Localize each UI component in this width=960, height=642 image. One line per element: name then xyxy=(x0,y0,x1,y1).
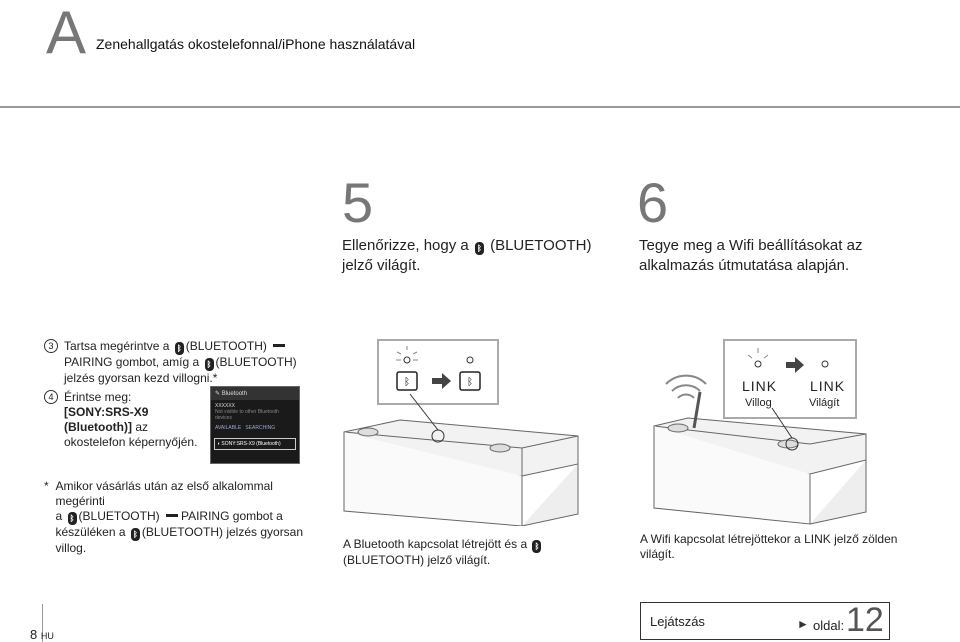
step-6-line2: alkalmazás útmutatása alapján. xyxy=(639,257,850,274)
link-state-2: Világít xyxy=(809,397,840,409)
substep-3-line2b: (BLUETOOTH) xyxy=(215,355,297,369)
phone-header xyxy=(211,387,299,400)
substep-3 xyxy=(44,339,304,386)
phone-section-1: AVAILABLE xyxy=(215,425,242,431)
bt-indicator-illustration xyxy=(340,336,580,526)
phone-sections xyxy=(211,424,299,432)
bluetooth-icon: ᛒ xyxy=(175,342,184,355)
step-6-number: 6 xyxy=(637,171,669,234)
footnote-line3b: (BLUETOOTH) jelzés gyorsan xyxy=(141,525,304,539)
substep-3-line1a: Tartsa megérintve a xyxy=(64,339,170,353)
link-led-on xyxy=(822,361,828,367)
link-label-1: LINK xyxy=(742,378,778,394)
caption-wifi-line1: A Wifi kapcsolat létrejöttekor a LINK jelző zölden xyxy=(640,532,898,546)
phone-section-2: SEARCHING xyxy=(245,425,276,431)
page-number-value: 8 xyxy=(30,627,38,642)
footnote-line2b: (BLUETOOTH) xyxy=(78,509,160,523)
link-state-1: Villog xyxy=(745,397,772,409)
substep-4-number: 4 xyxy=(44,390,58,404)
headphones-icon: ◖ xyxy=(217,441,221,447)
step-5-text-line2: jelző világít. xyxy=(342,257,421,274)
step-5-text-bt: (BLUETOOTH) xyxy=(490,237,592,254)
section-letter: A xyxy=(46,0,87,66)
footnote-line3a: készüléken a xyxy=(55,525,126,539)
step-5-text-prefix: Ellenőrizze, hogy a xyxy=(342,237,469,254)
footnote-line4: villog. xyxy=(55,541,87,555)
step-5-text xyxy=(342,236,612,276)
phone-row-1 xyxy=(211,400,299,424)
substep-4-line3b: az xyxy=(135,420,149,434)
substep-4-line1: Érintse meg: xyxy=(64,390,132,404)
link-label-2: LINK xyxy=(810,378,846,394)
link-indicator-illustration xyxy=(648,336,868,526)
substep-3-number: 3 xyxy=(44,339,58,353)
bluetooth-icon: ᛒ xyxy=(475,242,484,255)
bluetooth-icon: ᛒ xyxy=(532,540,541,553)
caption-bt-line1: A Bluetooth kapcsolat létrejött és a xyxy=(343,537,528,551)
caption-bt-line2: (BLUETOOTH) jelző világít. xyxy=(343,553,491,567)
footnote-line2a: a xyxy=(55,509,63,523)
bluetooth-icon: ᛒ xyxy=(131,528,140,541)
header-rule xyxy=(0,106,960,108)
step-6-line1: Tegye meg a Wifi beállításokat az xyxy=(639,237,863,254)
wrench-icon: ✎ xyxy=(215,391,221,397)
crossref-page-label: oldal: xyxy=(813,618,845,633)
section-title: Zenehallgatás okostelefonnal/iPhone használatával xyxy=(96,36,416,52)
speaker-illustration xyxy=(344,420,578,526)
caption-wifi xyxy=(640,532,940,562)
bluetooth-icon: ᛒ xyxy=(205,358,214,371)
footnote-line1: Amikor vásárlás után az első alkalommal megérinti xyxy=(55,479,273,508)
substep-3-line1b: (BLUETOOTH) xyxy=(185,339,267,353)
caption-bluetooth xyxy=(343,537,593,568)
caption-wifi-line2: világít. xyxy=(640,547,675,561)
svg-text:ᛒ: ᛒ xyxy=(467,377,473,388)
page-number xyxy=(30,627,54,642)
footnote xyxy=(44,479,314,556)
substep-4 xyxy=(44,390,214,450)
footnote-line2c: PAIRING gombot a xyxy=(180,509,283,523)
crossref-label: Lejátszás xyxy=(650,614,705,629)
led-blink xyxy=(404,357,410,363)
link-led-blink xyxy=(755,361,761,367)
led-on xyxy=(467,357,473,363)
dash-icon xyxy=(166,514,178,517)
crossref-page-number: 12 xyxy=(846,601,884,639)
phone-device-label: SONY:SRS-X9 (Bluetooth) xyxy=(221,441,281,447)
crossref-arrow-icon: ► xyxy=(797,617,809,631)
step-5-number: 5 xyxy=(342,171,374,234)
substep-3-line3: jelzés gyorsan kezd villogni.* xyxy=(64,371,218,385)
phone-device-item[interactable] xyxy=(214,438,296,450)
substep-4-line3: (Bluetooth)] xyxy=(64,420,132,434)
svg-text:ᛒ: ᛒ xyxy=(404,377,410,388)
phone-row-1-sub: Not visible to other Bluetooth devices xyxy=(215,409,279,421)
phone-row-1-title: XXXXXX xyxy=(215,403,236,409)
substep-4-line4: okostelefon képernyőjén. xyxy=(64,435,198,449)
phone-header-title: Bluetooth xyxy=(221,391,248,397)
footnote-star: * xyxy=(44,479,49,493)
phone-screen xyxy=(210,386,300,464)
substep-4-line2: [SONY:SRS-X9 xyxy=(64,405,149,419)
substep-3-line2a: PAIRING gombot, amíg a xyxy=(64,355,200,369)
crossref-box[interactable] xyxy=(640,602,890,640)
step-6-text xyxy=(639,236,939,276)
page-language: HU xyxy=(40,631,54,641)
bluetooth-icon: ᛒ xyxy=(68,512,77,525)
dash-icon xyxy=(273,344,285,347)
